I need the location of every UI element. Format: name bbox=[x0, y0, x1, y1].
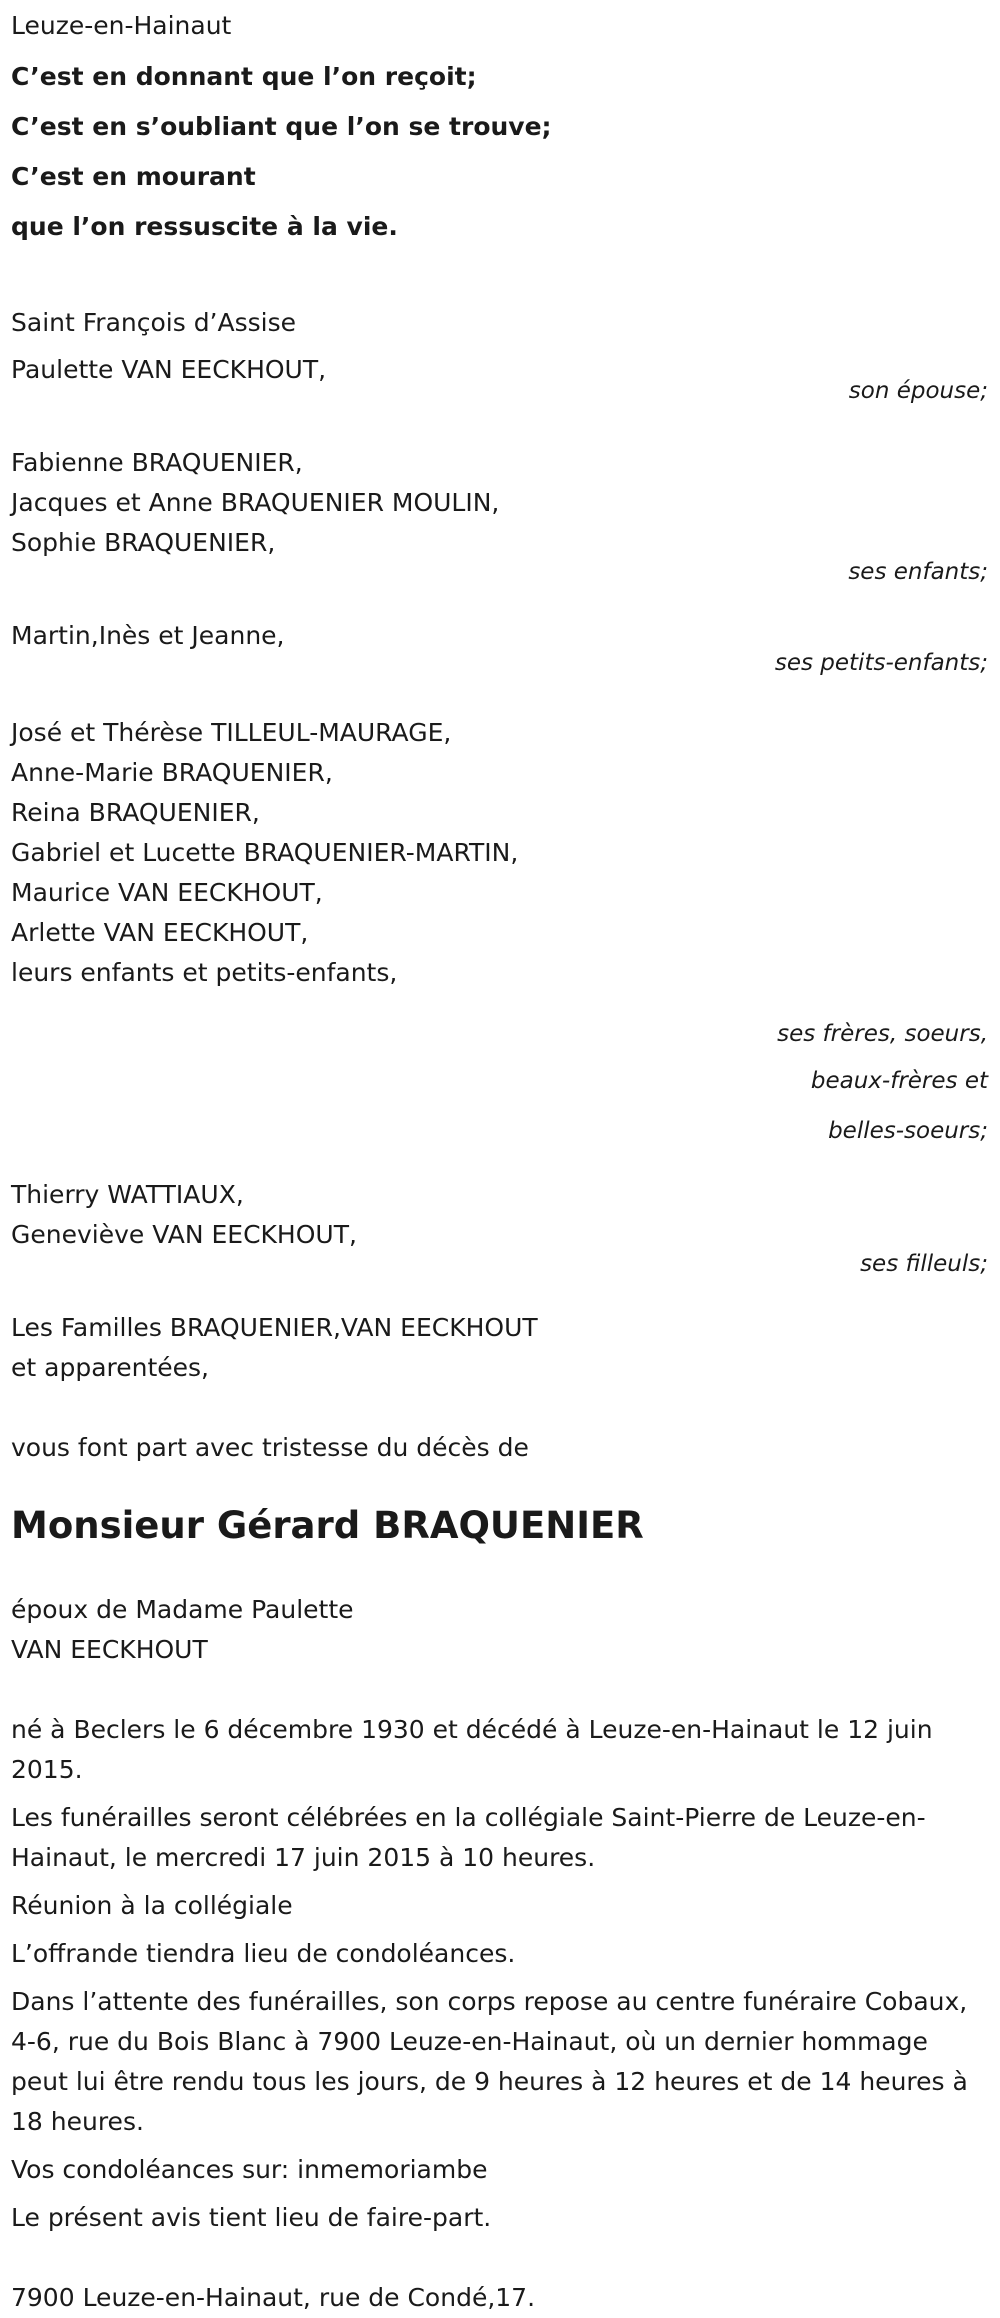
family-name: Geneviève VAN EECKHOUT, bbox=[11, 1220, 357, 1249]
relation-label: belles-soeurs; bbox=[828, 1118, 988, 1144]
relation-label: beaux-frères et bbox=[810, 1068, 988, 1094]
relation-label: ses petits-enfants; bbox=[774, 650, 988, 676]
notice-info: Le présent avis tient lieu de faire-part. bbox=[11, 2203, 492, 2232]
relation-label: son épouse; bbox=[848, 378, 988, 404]
announcement: vous font part avec tristesse du décès de bbox=[11, 1433, 529, 1462]
quote bbox=[11, 52, 989, 252]
relation-label: ses frères, soeurs, bbox=[777, 1021, 988, 1047]
funeral-details bbox=[11, 1710, 989, 2238]
spouse-of-line: VAN EECKHOUT bbox=[11, 1635, 208, 1664]
family-spouse bbox=[11, 350, 989, 406]
family-name: leurs enfants et petits-enfants, bbox=[11, 958, 398, 987]
quote-line: que l’on ressuscite à la vie. bbox=[11, 212, 398, 241]
meeting-info: Réunion à la collégiale bbox=[11, 1891, 293, 1920]
family-godchildren bbox=[11, 1175, 989, 1279]
family-others bbox=[11, 1308, 989, 1388]
offering-info: L’offrande tiendra lieu de condoléances. bbox=[11, 1939, 516, 1968]
family-name: Reina BRAQUENIER, bbox=[11, 798, 260, 827]
family-name: Paulette VAN EECKHOUT, bbox=[11, 355, 327, 384]
family-name: et apparentées, bbox=[11, 1353, 209, 1382]
address: 7900 Leuze-en-Hainaut, rue de Condé,17. bbox=[11, 2283, 536, 2312]
family-grandchildren bbox=[11, 616, 989, 678]
family-siblings bbox=[11, 713, 989, 1146]
deceased-name: Monsieur Gérard BRAQUENIER bbox=[11, 1504, 644, 1547]
family-name: Martin,Inès et Jeanne, bbox=[11, 621, 285, 650]
family-name: Arlette VAN EECKHOUT, bbox=[11, 918, 309, 947]
spouse-of-line: époux de Madame Paulette bbox=[11, 1595, 354, 1624]
quote-line: C’est en s’oubliant que l’on se trouve; bbox=[11, 112, 552, 141]
family-name: Les Familles BRAQUENIER,VAN EECKHOUT bbox=[11, 1313, 538, 1342]
viewing-info: Dans l’attente des funérailles, son corps repose au centre funéraire Cobaux, 4-6, rue du Bois Blanc à 7900 Leuze-en-Hainaut, où un dernier hommage peut lui être rendu tous les jours, de 9 heures à 12 heures et de 14 heures à 18 heures. bbox=[11, 1987, 968, 2136]
family-name: Sophie BRAQUENIER, bbox=[11, 528, 276, 557]
family-name: Anne-Marie BRAQUENIER, bbox=[11, 758, 333, 787]
family-name: Jacques et Anne BRAQUENIER MOULIN, bbox=[11, 488, 500, 517]
quote-line: C’est en mourant bbox=[11, 162, 256, 191]
funeral-info: Les funérailles seront célébrées en la collégiale Saint-Pierre de Leuze-en-Hainaut, le mercredi 17 juin 2015 à 10 heures. bbox=[11, 1803, 926, 1872]
family-name: Thierry WATTIAUX, bbox=[11, 1180, 244, 1209]
relation-label: ses enfants; bbox=[848, 559, 988, 585]
condolences-info: Vos condoléances sur: inmemoriambe bbox=[11, 2155, 488, 2184]
family-name: José et Thérèse TILLEUL-MAURAGE, bbox=[11, 718, 452, 747]
family-name: Gabriel et Lucette BRAQUENIER-MARTIN, bbox=[11, 838, 519, 867]
family-name: Maurice VAN EECKHOUT, bbox=[11, 878, 323, 907]
family-name: Fabienne BRAQUENIER, bbox=[11, 448, 303, 477]
quote-author: Saint François d’Assise bbox=[11, 308, 297, 337]
relation-label: ses filleuls; bbox=[860, 1251, 988, 1277]
birth-death: né à Beclers le 6 décembre 1930 et décédé à Leuze-en-Hainaut le 12 juin 2015. bbox=[11, 1715, 933, 1784]
quote-line: C’est en donnant que l’on reçoit; bbox=[11, 62, 477, 91]
location: Leuze-en-Hainaut bbox=[11, 11, 232, 40]
family-children bbox=[11, 443, 989, 587]
